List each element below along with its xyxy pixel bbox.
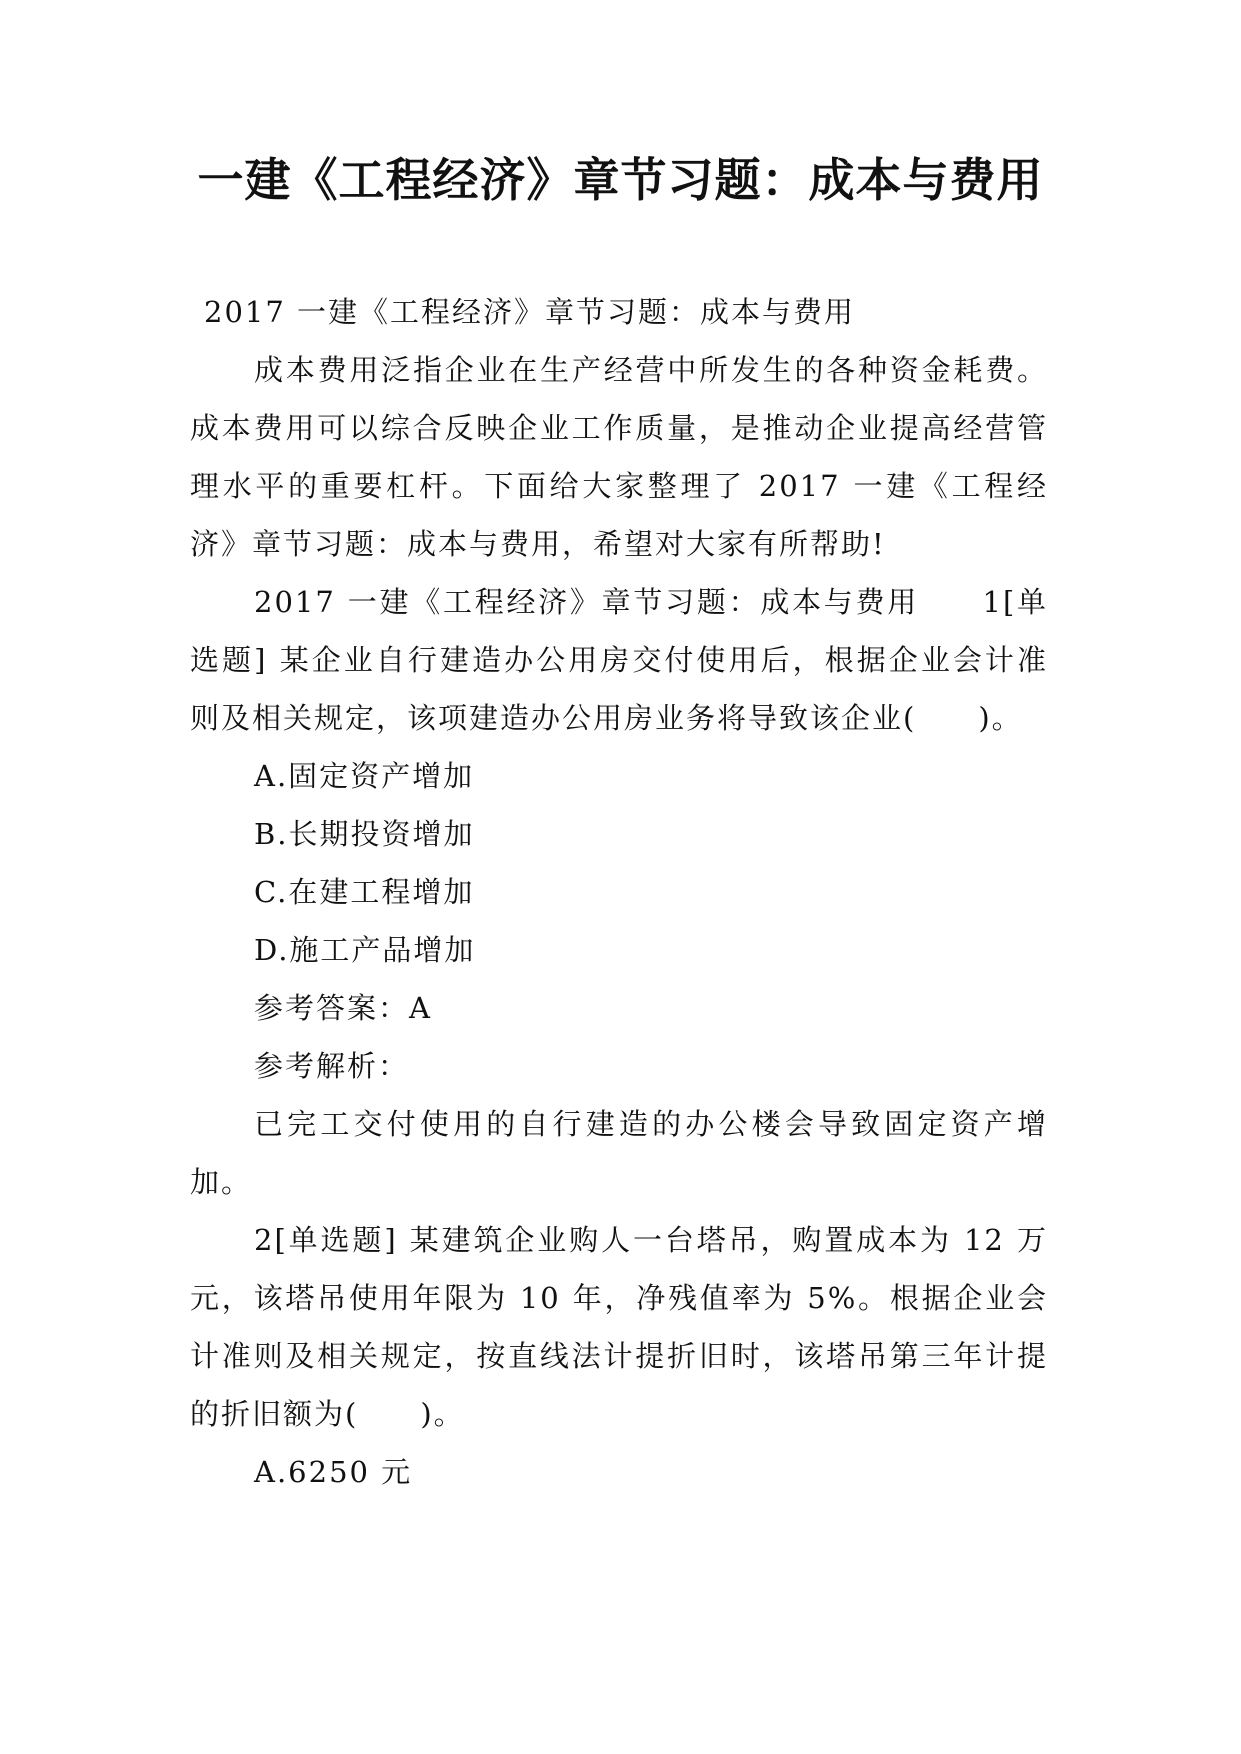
- question-1-option-c: C.在建工程增加: [254, 875, 475, 909]
- question-1-option-d: D.施工产品增加: [254, 933, 476, 967]
- document-body: [190, 283, 1048, 1501]
- question-1-stem: 2017 一建《工程经济》章节习题：成本与费用 1[单选题] 某企业自行建造办公用房交付使用后，根据企业会计准则及相关规定，该项建造办公用房业务将导致该企业( )。: [190, 585, 1048, 735]
- question-1-answer: 参考答案：A: [254, 991, 432, 1025]
- intro-paragraph: 成本费用泛指企业在生产经营中所发生的各种资金耗费。成本费用可以综合反映企业工作质量，是推动企业提高经营管理水平的重要杠杆。下面给大家整理了 2017 一建《工程经济》章节习题：成本与费用，希望对大家有所帮助!: [190, 353, 1048, 561]
- subtitle-line: 2017 一建《工程经济》章节习题：成本与费用: [204, 295, 856, 329]
- question-2-option-a: A.6250 元: [254, 1455, 413, 1489]
- question-2-stem: 2[单选题] 某建筑企业购人一台塔吊，购置成本为 12 万元，该塔吊使用年限为 10 年，净残值率为 5%。根据企业会计准则及相关规定，按直线法计提折旧时，该塔吊第三年计提的折旧额为( )。: [190, 1223, 1048, 1431]
- question-1-analysis-label: 参考解析：: [254, 1049, 410, 1083]
- question-1-option-a: A.固定资产增加: [254, 759, 475, 793]
- document-title: 一建《工程经济》章节习题：成本与费用: [197, 153, 1044, 207]
- question-1-analysis: 已完工交付使用的自行建造的办公楼会导致固定资产增加。: [190, 1107, 1048, 1199]
- question-1-option-b: B.长期投资增加: [254, 817, 475, 851]
